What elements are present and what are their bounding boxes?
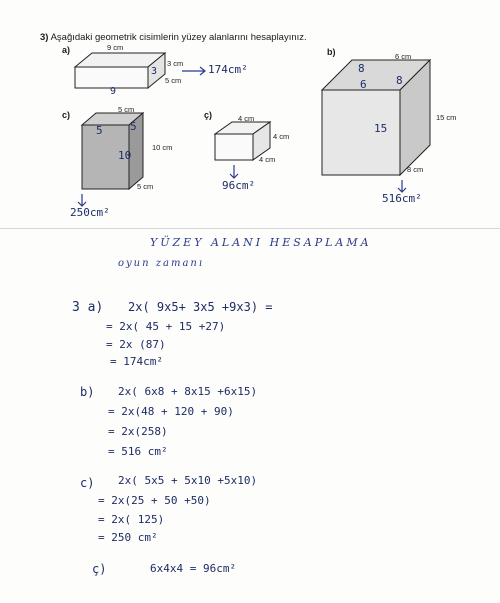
notes-subtitle: oyun zamanı — [118, 258, 205, 269]
figure-a-hw-edge-9: 9 — [110, 86, 117, 97]
figure-a-width: 5 cm — [165, 76, 182, 85]
figure-c-label: c) — [62, 110, 71, 120]
figure-b-height: 15 cm — [436, 113, 457, 122]
solution-b-label: b) — [80, 385, 95, 399]
solution-c-label: c) — [80, 476, 95, 490]
figure-b-hw-answer: 516cm² — [382, 192, 422, 205]
solution-b-line-2: = 2x(48 + 120 + 90) — [108, 405, 234, 418]
figure-d-top: 4 cm — [238, 114, 255, 123]
solution-b-line-3: = 2x(258) — [108, 425, 168, 438]
solution-a-line-2: = 2x( 45 + 15 +27) — [106, 320, 226, 333]
solution-c-line-4: = 250 cm² — [98, 531, 158, 544]
figure-d-hw-answer: 96cm² — [222, 179, 256, 192]
figure-b-hw-edge-8a: 8 — [358, 62, 365, 75]
figure-b-hw-edge-15: 15 — [374, 122, 388, 135]
solution-b-line-1: 2x( 6x8 + 8x15 +6x15) — [118, 385, 258, 398]
solution-b-line-4: = 516 cm² — [108, 445, 168, 458]
figure-d-side: 4 cm — [273, 132, 290, 141]
figure-a-label: a) — [62, 45, 71, 55]
question-number: 3) — [40, 32, 49, 43]
figure-b-hw-edge-6: 6 — [360, 78, 367, 91]
solution-c-line-3: = 2x( 125) — [98, 513, 165, 526]
figure-a-hw-answer: 174cm² — [208, 63, 248, 76]
figure-b-hw-edge-8b: 8 — [396, 74, 403, 87]
solution-a-line-4: = 174cm² — [110, 355, 163, 368]
solution-d-line-1: 6x4x4 = 96cm² — [150, 562, 237, 575]
notes-title: YÜZEY ALANI HESAPLAMA — [150, 236, 372, 249]
figure-c-height: 10 cm — [152, 143, 173, 152]
solution-a-line-1: 2x( 9x5+ 3x5 +9x3) = — [128, 300, 273, 314]
question-text: Aşağıdaki geometrik cisimlerin yüzey alanlarını hesaplayınız. — [50, 32, 307, 43]
figure-b-depth: 8 cm — [407, 165, 424, 174]
figure-c-hw-edge-5a: 5 — [96, 124, 103, 137]
page-divider — [0, 228, 500, 229]
figure-c-hw-answer: 250cm² — [70, 206, 110, 219]
solution-a-line-3: = 2x (87) — [106, 338, 166, 351]
solution-c-line-1: 2x( 5x5 + 5x10 +5x10) — [118, 474, 258, 487]
figure-b-box — [322, 60, 430, 175]
figure-c-top: 5 cm — [118, 105, 135, 114]
solution-c-line-2: = 2x(25 + 50 +50) — [98, 494, 211, 507]
solution-d-label: ç) — [92, 562, 107, 576]
figure-a-hw-edge-3: 3 — [151, 66, 158, 77]
figure-c-hw-edge-5b: 5 — [130, 120, 137, 133]
figure-c-width: 5 cm — [137, 182, 154, 191]
figure-d-bottom: 4 cm — [259, 155, 276, 164]
figure-b-label: b) — [327, 47, 336, 57]
figure-a-length: 9 cm — [107, 43, 124, 52]
figure-a-height: 3 cm — [167, 59, 184, 68]
figure-b-width: 6 cm — [395, 52, 412, 61]
figure-c-hw-edge-10: 10 — [118, 149, 132, 162]
solution-a-label: 3 a) — [72, 300, 104, 315]
figure-d-label: ç) — [204, 110, 213, 120]
